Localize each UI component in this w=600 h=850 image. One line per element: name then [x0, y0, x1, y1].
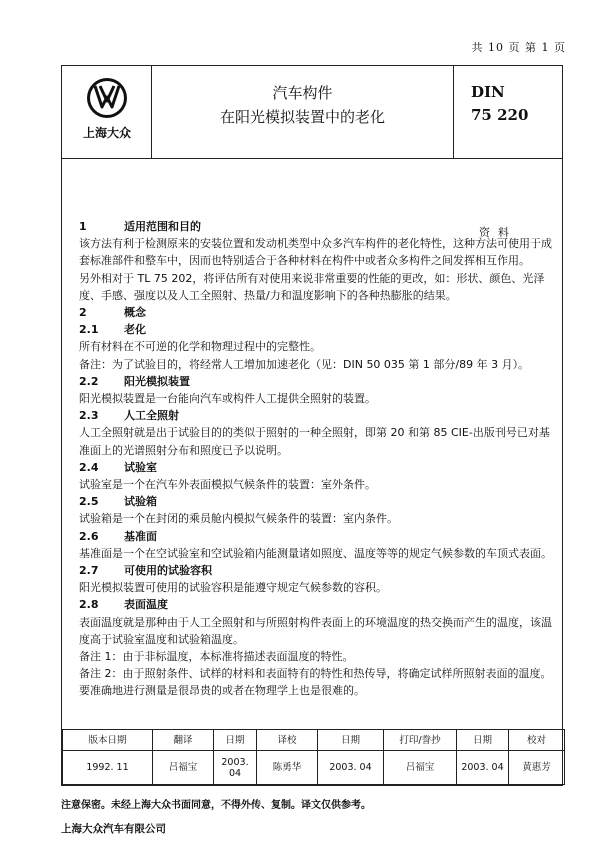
title-box — [152, 66, 454, 158]
table-header-cell: 版本日期 — [63, 730, 153, 751]
table-header-cell: 校对 — [509, 730, 565, 751]
paragraph: 人工全照射就是出于试验目的的类似于照射的一种全照射，即第 20 和第 85 CIE-出版刊号已对基准面上的光谱照射分布和照度已予以说明。 — [79, 426, 550, 457]
logo-box — [62, 66, 152, 158]
company-name: 上海大众 — [82, 126, 131, 140]
paragraph: 表面温度就是那种由于人工全照射和与所照射构件表面上的环境温度的热交换而产生的温度，该温度高于试验室温度和试验箱温度。 — [79, 615, 552, 646]
table-cell: 1992. 11 — [63, 751, 153, 785]
paragraph: 备注 2：由于照射条件、试样的材料和表面特有的特性和热传导，将确定试样所照射表面的温度。要准确地进行测量是很昂贵的或者在物理学上也是很难的。 — [79, 667, 552, 698]
paragraph: 阳光模拟装置可使用的试验容积是能遵守规定气候参数的容积。 — [79, 581, 387, 595]
din-label: DIN — [471, 83, 505, 101]
document-header — [62, 66, 562, 159]
table-cell: 2003. 04 — [318, 751, 384, 785]
section-heading-1: 1 适用范围和目的 — [79, 220, 201, 233]
footer-company-name: 上海大众汽车有限公司 — [61, 823, 166, 835]
section-heading-2-1: 2.1 老化 — [79, 323, 146, 337]
paragraph: 基准面是一个在空试验室和空试验箱内能测量诸如照度、温度等等的规定气候参数的车顶式表面。 — [79, 546, 552, 560]
section-heading-2-6: 2.6 基准面 — [79, 529, 157, 543]
paragraph: 另外相对于 TL 75 202，将评估所有对使用来说非常重要的性能的更改，如：形状、颜色、光泽度、手感、强度以及人工全照射、热量/力和温度影响下的各种热膨胀的结果。 — [79, 271, 545, 302]
section-heading-2-5: 2.5 试验箱 — [79, 495, 157, 509]
table-cell: 吕福宝 — [153, 751, 214, 785]
section-heading-2: 2 概念 — [79, 306, 146, 320]
table-header-cell: 译校 — [257, 730, 318, 751]
paragraph: 试验室是一个在汽车外表面模拟气候条件的装置：室外条件。 — [79, 478, 376, 492]
section-heading-2-4: 2.4 试验室 — [79, 460, 157, 474]
document-frame — [61, 65, 563, 786]
document-title-line2: 在阳光模拟装置中的老化 — [219, 108, 385, 126]
section-heading-2-7: 2.7 可使用的试验容积 — [79, 564, 212, 578]
section-heading-2-8: 2.8 表面温度 — [79, 598, 168, 612]
reference-note: 资料 — [479, 226, 517, 239]
paragraph: 试验箱是一个在封闭的乘员舱内模拟气候条件的装置：室内条件。 — [79, 512, 398, 526]
table-cell: 吕福宝 — [384, 751, 457, 785]
paragraph: 阳光模拟装置是一台能向汽车或构件人工提供全照射的装置。 — [79, 392, 376, 406]
table-header-cell: 翻译 — [153, 730, 214, 751]
confidentiality-notice: 注意保密。未经上海大众书面同意，不得外传、复制。译文仅供参考。 — [61, 800, 371, 811]
vw-logo-icon — [86, 77, 128, 119]
document-title-line1: 汽车构件 — [272, 84, 333, 102]
table-header-cell: 日期 — [214, 730, 257, 751]
section-heading-2-3: 2.3 人工全照射 — [79, 409, 179, 423]
page-count: 共 10 页 第 1 页 — [471, 41, 566, 54]
table-header-cell: 打印/誊抄 — [384, 730, 457, 751]
table-cell: 陈勇华 — [257, 751, 318, 785]
table-header-cell: 日期 — [457, 730, 509, 751]
paragraph: 该方法有利于检测原来的安装位置和发动机类型中众多汽车构件的老化特性，这种方法可使用于成套标准部件和整车中，因而也特别适合于各种材料在构件中或者众多构件之间发挥相互作用。 — [79, 237, 552, 268]
table-header-cell: 日期 — [318, 730, 384, 751]
paragraph: 所有材料在不可逆的化学和物理过程中的完整性。 — [79, 340, 321, 354]
paragraph: 备注：为了试验目的，将经常人工增加加速老化（见：DIN 50 035 第 1 部分/89 年 3 月）。 — [79, 357, 530, 371]
section-heading-2-2: 2.2 阳光模拟装置 — [79, 374, 190, 388]
din-number: 75 220 — [471, 106, 529, 124]
table-header-row — [63, 730, 565, 751]
table-cell: 2003. 04 — [457, 751, 509, 785]
table-cell: 黄惠芳 — [509, 751, 565, 785]
revision-table — [62, 729, 565, 785]
paragraph: 备注 1：由于非标温度，本标准将描述表面温度的特性。 — [79, 650, 354, 664]
table-cell: 2003. 04 — [214, 751, 257, 785]
din-box — [454, 66, 564, 158]
table-row — [63, 751, 565, 785]
document-body — [79, 218, 553, 700]
